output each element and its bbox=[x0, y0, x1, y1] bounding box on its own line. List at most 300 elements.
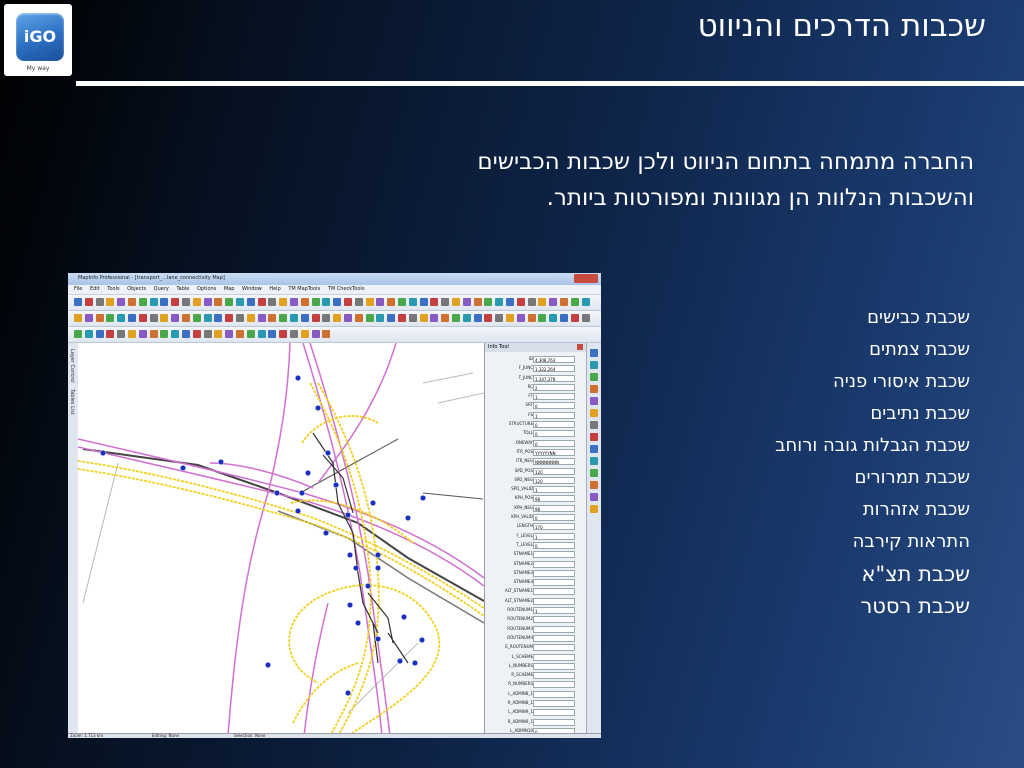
toolbar-tool-icon[interactable] bbox=[279, 330, 287, 338]
junction-node bbox=[295, 375, 301, 381]
app-window-title: MapInfo Professional - [transport_...lane_connectivity Map] bbox=[78, 275, 225, 281]
toolbar-tool-icon[interactable] bbox=[312, 330, 320, 338]
info-row-value[interactable] bbox=[533, 616, 575, 623]
toolbar-tool-icon[interactable] bbox=[225, 330, 233, 338]
info-close-icon[interactable] bbox=[577, 344, 583, 350]
info-row-value[interactable]: 4,308,763 bbox=[533, 356, 575, 363]
toolbar-tool-icon[interactable] bbox=[409, 298, 417, 306]
layers-list bbox=[670, 302, 970, 622]
toolbar-tool-icon[interactable] bbox=[452, 298, 460, 306]
junction-node bbox=[305, 470, 311, 476]
layer-item: שכבת צמתים bbox=[869, 339, 970, 360]
toolbar-tool-icon[interactable] bbox=[85, 330, 93, 338]
info-row bbox=[485, 541, 587, 550]
info-row bbox=[485, 597, 587, 606]
toolbar-tool-icon[interactable] bbox=[376, 314, 384, 322]
toolbar-tool-icon[interactable] bbox=[150, 314, 158, 322]
info-row bbox=[485, 467, 587, 476]
toolbar-tool-icon[interactable] bbox=[495, 314, 503, 322]
toolbar-tool-icon[interactable] bbox=[106, 314, 114, 322]
toolbar-tool-icon[interactable] bbox=[549, 314, 557, 322]
toolbar-tool-icon[interactable] bbox=[387, 314, 395, 322]
junction-node bbox=[345, 512, 351, 518]
info-row bbox=[485, 625, 587, 634]
info-row-value[interactable]: 1,347,378 bbox=[533, 375, 575, 382]
layer-item: שכבת תצ"א bbox=[861, 562, 970, 586]
toolbar-tool-icon[interactable] bbox=[301, 330, 309, 338]
toolbar-tool-icon[interactable] bbox=[344, 314, 352, 322]
toolbar-tool-icon[interactable] bbox=[301, 298, 309, 306]
menu-table[interactable]: Table bbox=[176, 286, 190, 292]
side-tool-icon[interactable] bbox=[590, 349, 598, 357]
info-row bbox=[485, 429, 587, 438]
toolbar-tool-icon[interactable] bbox=[236, 298, 244, 306]
junction-node bbox=[412, 660, 418, 666]
info-row-value[interactable]: 0 bbox=[533, 421, 575, 428]
toolbar-tool-icon[interactable] bbox=[74, 330, 82, 338]
window-close-icon[interactable] bbox=[574, 274, 598, 283]
junction-node bbox=[420, 495, 426, 501]
toolbar-tool-icon[interactable] bbox=[139, 298, 147, 306]
junction-node bbox=[180, 465, 186, 471]
info-row-label: R_NUMBERS bbox=[508, 681, 533, 687]
junction-node bbox=[315, 405, 321, 411]
toolbar-tool-icon[interactable] bbox=[528, 314, 536, 322]
info-row-label: L_SCHEME bbox=[511, 653, 533, 659]
toolbar-tool-icon[interactable] bbox=[128, 314, 136, 322]
junction-node bbox=[347, 602, 353, 608]
side-tool-icon[interactable] bbox=[590, 493, 598, 501]
toolbar-tool-icon[interactable] bbox=[204, 314, 212, 322]
status-bar bbox=[68, 733, 601, 738]
toolbar-tool-icon[interactable] bbox=[333, 298, 341, 306]
road-network-map bbox=[78, 343, 484, 736]
side-tool-icon[interactable] bbox=[590, 421, 598, 429]
right-tool-strip bbox=[586, 343, 601, 738]
info-row-value[interactable] bbox=[533, 551, 575, 558]
toolbar-tool-icon[interactable] bbox=[193, 330, 201, 338]
info-row bbox=[485, 560, 587, 569]
toolbar-tool-icon[interactable] bbox=[409, 314, 417, 322]
info-row-label: SPD_POS bbox=[514, 467, 533, 473]
info-row-value[interactable] bbox=[533, 672, 575, 679]
info-row-value[interactable]: 1,322,264 bbox=[533, 365, 575, 372]
toolbar-tool-icon[interactable] bbox=[236, 314, 244, 322]
info-row-value[interactable]: 0 bbox=[533, 440, 575, 447]
info-row-value[interactable]: 1 bbox=[533, 486, 575, 493]
info-row-label: ROUTENUM3 bbox=[507, 625, 533, 631]
toolbar-tool-icon[interactable] bbox=[74, 298, 82, 306]
menu-edit[interactable]: Edit bbox=[89, 286, 100, 292]
app-menubar bbox=[68, 285, 601, 295]
toolbar-tool-icon[interactable] bbox=[258, 314, 266, 322]
info-row-value[interactable] bbox=[533, 644, 575, 651]
toolbar-tool-icon[interactable] bbox=[420, 298, 428, 306]
info-row bbox=[485, 532, 587, 541]
toolbar-tool-icon[interactable] bbox=[290, 314, 298, 322]
info-row-value[interactable] bbox=[533, 654, 575, 661]
toolbar-tool-icon[interactable] bbox=[258, 330, 266, 338]
info-row-value[interactable]: 170 bbox=[533, 523, 575, 530]
toolbar-tool-icon[interactable] bbox=[560, 314, 568, 322]
info-row bbox=[485, 364, 587, 373]
info-row bbox=[485, 513, 587, 522]
info-row bbox=[485, 634, 587, 643]
toolbar-tool-icon[interactable] bbox=[344, 298, 352, 306]
menu-tm-checktools[interactable]: TM CheckTools bbox=[327, 286, 365, 292]
side-tool-icon[interactable] bbox=[590, 469, 598, 477]
toolbar-tool-icon[interactable] bbox=[355, 298, 363, 306]
toolbar-tool-icon[interactable] bbox=[193, 314, 201, 322]
side-tool-icon[interactable] bbox=[590, 481, 598, 489]
side-tool-icon[interactable] bbox=[590, 373, 598, 381]
info-row-label: KPH_POS bbox=[514, 495, 533, 501]
info-row-label: FT bbox=[528, 393, 533, 399]
toolbar-tool-icon[interactable] bbox=[106, 298, 114, 306]
info-row-value[interactable] bbox=[533, 626, 575, 633]
info-row-value[interactable] bbox=[533, 635, 575, 642]
toolbar-tool-icon[interactable] bbox=[571, 314, 579, 322]
info-row-value[interactable]: 98 bbox=[533, 495, 575, 502]
info-row-label: ALT_STNAME2 bbox=[504, 597, 533, 603]
junction-node bbox=[397, 658, 403, 664]
junction-node bbox=[370, 500, 376, 506]
toolbar-tool-icon[interactable] bbox=[441, 298, 449, 306]
info-row bbox=[485, 522, 587, 531]
info-row-value[interactable]: 0 bbox=[533, 542, 575, 549]
info-row bbox=[485, 485, 587, 494]
toolbar-tool-icon[interactable] bbox=[528, 298, 536, 306]
toolbar-tool-icon[interactable] bbox=[290, 330, 298, 338]
toolbar-tool-icon[interactable] bbox=[333, 314, 341, 322]
toolbar-tool-icon[interactable] bbox=[139, 330, 147, 338]
toolbar-tool-icon[interactable] bbox=[214, 298, 222, 306]
toolbar-tool-icon[interactable] bbox=[538, 298, 546, 306]
toolbar-tool-icon[interactable] bbox=[150, 298, 158, 306]
info-row-value[interactable]: 1 bbox=[533, 393, 575, 400]
info-row-label: T_JUNC bbox=[518, 374, 533, 380]
info-tool-panel bbox=[484, 343, 587, 736]
toolbar-tool-icon[interactable] bbox=[312, 314, 320, 322]
junction-node bbox=[265, 662, 271, 668]
toolbar-tool-icon[interactable] bbox=[128, 298, 136, 306]
info-row bbox=[485, 587, 587, 596]
info-row bbox=[485, 578, 587, 587]
info-row-value[interactable] bbox=[533, 681, 575, 688]
info-row bbox=[485, 392, 587, 401]
info-row bbox=[485, 476, 587, 485]
info-row-label: R_SCHEME bbox=[511, 672, 533, 678]
info-row-value[interactable]: 1 bbox=[533, 533, 575, 540]
layer-item: שכבת נתיבים bbox=[870, 403, 970, 424]
toolbar-tool-icon[interactable] bbox=[484, 314, 492, 322]
toolbar-tool-icon[interactable] bbox=[160, 298, 168, 306]
junction-node bbox=[100, 450, 106, 456]
menu-tools[interactable]: Tools bbox=[107, 286, 120, 292]
toolbar-tool-icon[interactable] bbox=[290, 298, 298, 306]
info-row bbox=[485, 606, 587, 615]
side-tool-icon[interactable] bbox=[590, 409, 598, 417]
junction-node bbox=[401, 614, 407, 620]
toolbar-tool-icon[interactable] bbox=[376, 298, 384, 306]
junction-node bbox=[333, 482, 339, 488]
toolbar-tool-icon[interactable] bbox=[517, 298, 525, 306]
toolbar-tool-icon[interactable] bbox=[538, 314, 546, 322]
info-row-label: ITR_NEG bbox=[515, 458, 533, 464]
info-row bbox=[485, 448, 587, 457]
toolbar-tool-icon[interactable] bbox=[279, 298, 287, 306]
info-row bbox=[485, 401, 587, 410]
toolbar-tool-icon[interactable] bbox=[225, 314, 233, 322]
junction-node bbox=[347, 552, 353, 558]
side-tool-icon[interactable] bbox=[590, 433, 598, 441]
toolbar-tool-icon[interactable] bbox=[387, 298, 395, 306]
info-row bbox=[485, 643, 587, 652]
toolbar-tool-icon[interactable] bbox=[214, 330, 222, 338]
toolbar-tool-icon[interactable] bbox=[247, 330, 255, 338]
intro-paragraph bbox=[254, 144, 974, 216]
toolbar-tool-icon[interactable] bbox=[366, 298, 374, 306]
toolbar-tool-icon[interactable] bbox=[474, 314, 482, 322]
toolbar-tool-icon[interactable] bbox=[322, 330, 330, 338]
tab-layer-control[interactable]: Layer Control bbox=[69, 349, 75, 383]
junction-node bbox=[325, 450, 331, 456]
mapinfo-screenshot bbox=[68, 273, 601, 738]
toolbar-tool-icon[interactable] bbox=[430, 298, 438, 306]
info-row-label: SPD_NEG bbox=[514, 476, 533, 482]
info-row-label: FS bbox=[528, 411, 533, 417]
info-row-value[interactable]: 120 bbox=[533, 468, 575, 475]
info-row-value[interactable] bbox=[533, 570, 575, 577]
toolbar-tool-icon[interactable] bbox=[106, 330, 114, 338]
toolbar-tool-icon[interactable] bbox=[312, 298, 320, 306]
toolbar-tool-icon[interactable] bbox=[366, 314, 374, 322]
info-row-label: STNAME4 bbox=[513, 579, 533, 585]
layer-item: שכבת רסטר bbox=[860, 594, 970, 618]
toolbar-tool-icon[interactable] bbox=[171, 330, 179, 338]
junction-node bbox=[353, 565, 359, 571]
info-row-value[interactable] bbox=[533, 719, 575, 726]
layer-item: התראות קירבה bbox=[852, 531, 970, 552]
info-row bbox=[485, 718, 587, 727]
side-tool-icon[interactable] bbox=[590, 361, 598, 369]
toolbar-tool-icon[interactable] bbox=[463, 298, 471, 306]
toolbar-tool-icon[interactable] bbox=[193, 298, 201, 306]
menu-file[interactable]: File bbox=[74, 286, 83, 292]
info-row-label: STNAME1 bbox=[513, 551, 533, 557]
info-row-value[interactable]: YYYYYYNN bbox=[533, 449, 575, 456]
toolbar-tool-icon[interactable] bbox=[182, 314, 190, 322]
side-tool-icon[interactable] bbox=[590, 445, 598, 453]
status-editing: Editing: None bbox=[152, 733, 179, 738]
info-row-label: R_ADMIN9_1 bbox=[507, 718, 533, 724]
info-row-label: KPH_NEG bbox=[514, 504, 533, 510]
info-row-value[interactable] bbox=[533, 709, 575, 716]
toolbar-tool-icon[interactable] bbox=[182, 330, 190, 338]
layer-item: שכבת הגבלות גובה ורוחב bbox=[775, 435, 970, 456]
toolbar-tool-icon[interactable] bbox=[582, 298, 590, 306]
info-row-label: ID bbox=[528, 356, 533, 361]
info-rows bbox=[485, 355, 587, 736]
igo-logo-tile: iGO bbox=[16, 13, 64, 61]
toolbar-tool-icon[interactable] bbox=[517, 314, 525, 322]
toolbar-tool-icon[interactable] bbox=[398, 314, 406, 322]
toolbar-tool-icon[interactable] bbox=[268, 314, 276, 322]
toolbar-tool-icon[interactable] bbox=[96, 298, 104, 306]
info-row-value[interactable]: 1 bbox=[533, 412, 575, 419]
toolbar-tool-icon[interactable] bbox=[549, 298, 557, 306]
toolbar-tool-icon[interactable] bbox=[452, 314, 460, 322]
side-tool-icon[interactable] bbox=[590, 397, 598, 405]
toolbar-tool-icon[interactable] bbox=[506, 298, 514, 306]
info-row-label: L_ADMIN9_1 bbox=[508, 709, 533, 715]
map-view[interactable] bbox=[78, 343, 484, 736]
menu-query[interactable]: Query bbox=[153, 286, 169, 292]
info-row-value[interactable]: 1 bbox=[533, 607, 575, 614]
toolbar-tool-icon[interactable] bbox=[139, 314, 147, 322]
side-tool-icon[interactable] bbox=[590, 457, 598, 465]
toolbar-tool-icon[interactable] bbox=[128, 330, 136, 338]
info-row-label: F_JUNC bbox=[518, 365, 533, 371]
info-row-value[interactable]: 2 bbox=[533, 384, 575, 391]
info-row-value[interactable]: 0 bbox=[533, 430, 575, 437]
toolbar-tool-icon[interactable] bbox=[204, 330, 212, 338]
side-tool-icon[interactable] bbox=[590, 505, 598, 513]
info-row-label: TOLL bbox=[522, 430, 533, 436]
info-row bbox=[485, 708, 587, 717]
info-row-label: ROUTENUM4 bbox=[507, 634, 533, 640]
info-row-value[interactable] bbox=[533, 579, 575, 586]
junction-node bbox=[274, 490, 280, 496]
toolbar-tool-icon[interactable] bbox=[322, 314, 330, 322]
toolbar-tool-icon[interactable] bbox=[571, 298, 579, 306]
junction-node bbox=[375, 636, 381, 642]
toolbar-tool-icon[interactable] bbox=[441, 314, 449, 322]
info-row-value[interactable] bbox=[533, 561, 575, 568]
toolbar-tool-icon[interactable] bbox=[150, 330, 158, 338]
toolbar-tool-icon[interactable] bbox=[96, 314, 104, 322]
toolbar-tool-icon[interactable] bbox=[398, 298, 406, 306]
info-row-value[interactable]: 120 bbox=[533, 477, 575, 484]
info-row-label: STRUCTURE bbox=[508, 421, 533, 427]
toolbar-tool-icon[interactable] bbox=[204, 298, 212, 306]
toolbar-tool-icon[interactable] bbox=[279, 314, 287, 322]
toolbar-tool-icon[interactable] bbox=[463, 314, 471, 322]
info-row bbox=[485, 680, 587, 689]
info-row-value[interactable]: 98 bbox=[533, 505, 575, 512]
toolbar-tool-icon[interactable] bbox=[160, 314, 168, 322]
info-row bbox=[485, 383, 587, 392]
info-row-value[interactable] bbox=[533, 691, 575, 698]
toolbar-tool-icon[interactable] bbox=[214, 314, 222, 322]
toolbar-tool-icon[interactable] bbox=[236, 330, 244, 338]
info-row bbox=[485, 411, 587, 420]
toolbar-tool-icon[interactable] bbox=[560, 298, 568, 306]
menu-help[interactable]: Help bbox=[269, 286, 281, 292]
toolbar-tool-icon[interactable] bbox=[96, 330, 104, 338]
info-row-label: RC bbox=[527, 383, 533, 389]
info-row-label: T_LEVEL bbox=[516, 541, 533, 547]
toolbar-tool-icon[interactable] bbox=[182, 298, 190, 306]
toolbar-tool-icon[interactable] bbox=[117, 330, 125, 338]
info-row-label: ROUTENUM2 bbox=[507, 616, 533, 622]
info-row-value[interactable] bbox=[533, 663, 575, 670]
menu-options[interactable]: Options bbox=[196, 286, 217, 292]
info-row-value[interactable]: 0 bbox=[533, 402, 575, 409]
junction-node bbox=[365, 583, 371, 589]
toolbar-tool-icon[interactable] bbox=[171, 314, 179, 322]
toolbar-tool-icon[interactable] bbox=[495, 298, 503, 306]
toolbar-tool-icon[interactable] bbox=[160, 330, 168, 338]
info-row-label: ALT_STNAME1 bbox=[504, 588, 533, 594]
info-tool-title: Info Tool bbox=[488, 344, 509, 350]
info-row-value[interactable]: 0 bbox=[533, 514, 575, 521]
junction-node bbox=[375, 552, 381, 558]
info-row bbox=[485, 653, 587, 662]
toolbar-tool-icon[interactable] bbox=[301, 314, 309, 322]
layer-item: שכבת אזהרות bbox=[862, 499, 970, 520]
toolbar-tool-icon[interactable] bbox=[355, 314, 363, 322]
toolbar-tool-icon[interactable] bbox=[85, 314, 93, 322]
tab-tables-list[interactable]: Tables List bbox=[69, 389, 75, 415]
info-row-label: L_NUMBERS bbox=[508, 662, 533, 668]
junction-node bbox=[299, 490, 305, 496]
junction-node bbox=[323, 530, 329, 536]
info-row bbox=[485, 615, 587, 624]
toolbar-tool-icon[interactable] bbox=[247, 298, 255, 306]
toolbar-tool-icon[interactable] bbox=[268, 298, 276, 306]
toolbar-tool-icon[interactable] bbox=[430, 314, 438, 322]
toolbar-tool-icon[interactable] bbox=[582, 314, 590, 322]
menu-objects[interactable]: Objects bbox=[127, 286, 147, 292]
menu-window[interactable]: Window bbox=[242, 286, 262, 292]
toolbar-row-1 bbox=[68, 295, 601, 311]
toolbar-tool-icon[interactable] bbox=[484, 298, 492, 306]
toolbar-row-2 bbox=[68, 311, 601, 327]
header-divider bbox=[76, 81, 1024, 86]
toolbar-tool-icon[interactable] bbox=[268, 330, 276, 338]
info-row bbox=[485, 374, 587, 383]
side-tool-icon[interactable] bbox=[590, 385, 598, 393]
app-titlebar bbox=[68, 273, 601, 285]
toolbar-tool-icon[interactable] bbox=[117, 314, 125, 322]
toolbar-tool-icon[interactable] bbox=[225, 298, 233, 306]
junction-node bbox=[218, 459, 224, 465]
toolbar-tool-icon[interactable] bbox=[258, 298, 266, 306]
layer-item: שכבת איסורי פניה bbox=[832, 371, 970, 392]
info-row bbox=[485, 690, 587, 699]
toolbar-tool-icon[interactable] bbox=[74, 314, 82, 322]
info-row bbox=[485, 494, 587, 503]
toolbar-tool-icon[interactable] bbox=[420, 314, 428, 322]
toolbar-tool-icon[interactable] bbox=[117, 298, 125, 306]
toolbar-tool-icon[interactable] bbox=[247, 314, 255, 322]
toolbar-tool-icon[interactable] bbox=[474, 298, 482, 306]
info-row-value[interactable]: NNNNNNNN bbox=[533, 458, 575, 465]
info-row-value[interactable] bbox=[533, 598, 575, 605]
menu-tm-maptools[interactable]: TM MapTools bbox=[288, 286, 321, 292]
toolbar-tool-icon[interactable] bbox=[85, 298, 93, 306]
info-tool-header bbox=[485, 343, 587, 352]
junction-node bbox=[405, 515, 411, 521]
info-row-value[interactable] bbox=[533, 700, 575, 707]
info-row bbox=[485, 699, 587, 708]
toolbar-tool-icon[interactable] bbox=[506, 314, 514, 322]
menu-map[interactable]: Map bbox=[223, 286, 235, 292]
toolbar-tool-icon[interactable] bbox=[171, 298, 179, 306]
info-row-value[interactable] bbox=[533, 588, 575, 595]
toolbar-tool-icon[interactable] bbox=[322, 298, 330, 306]
